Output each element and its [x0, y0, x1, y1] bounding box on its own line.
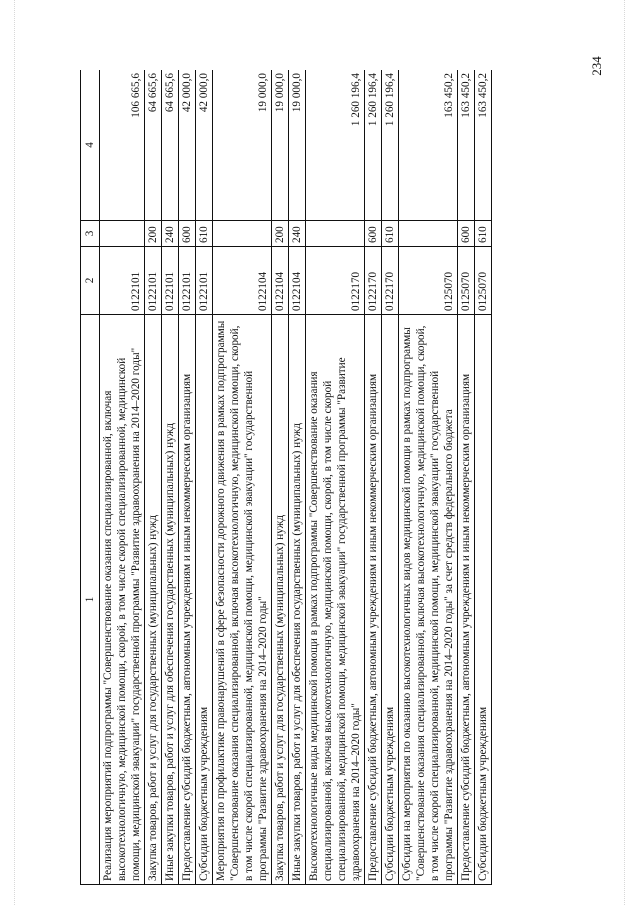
row-target-code: 0122170 [365, 247, 382, 315]
row-expense-type: 200 [272, 221, 289, 247]
table-header [81, 70, 100, 885]
row-expense-type: 600 [365, 221, 382, 247]
row-expense-type: 600 [179, 221, 196, 247]
row-amount: 42 000,0 [196, 70, 213, 221]
table-row [145, 70, 162, 885]
row-target-code: 0122104 [213, 247, 272, 315]
row-target-code: 0122104 [289, 247, 306, 315]
row-name: Предоставление субсидий бюджетным, автономным учреждениям и иным некоммерческим организациям [179, 315, 196, 885]
row-name: Предоставление субсидий бюджетным, автономным учреждениям и иным некоммерческим организациям [365, 315, 382, 885]
row-expense-type: 240 [289, 221, 306, 247]
row-target-code: 0122170 [306, 247, 365, 315]
row-amount: 19 000,0 [289, 70, 306, 221]
header-col-2: 2 [81, 247, 100, 315]
page-number-text: 234 [589, 56, 604, 76]
table-row [382, 70, 399, 885]
row-amount: 64 665,6 [145, 70, 162, 221]
row-expense-type: 610 [475, 221, 492, 247]
row-name: Субсидии бюджетным учреждениям [475, 315, 492, 885]
row-name: Закупка товаров, работ и услуг для государственных (муниципальных) нужд [145, 315, 162, 885]
row-expense-type: 610 [196, 221, 213, 247]
row-name: Мероприятия по профилактике правонарушений в сфере безопасности дорожного движения в рамках подпрограммы "Совершенствование оказания специализированной, включая высокотехнологичную, медицинской помощи, скорой, в том числе скорой специализированной, медицинской помощи, медицинской эвакуации" государственной программы "Развитие здравоохранения на 2014–2020 годы" [213, 315, 272, 885]
row-name: Высокотехнологичные виды медицинской помощи в рамках подпрограммы "Совершенствование оказания специализированной, включая высокотехнологичную, медицинской помощи, скорой, в том числе скорой специализированной, медицинской помощи, медицинской эвакуации" государственной программы "Развитие здравоохранения на 2014–2020 годы" [306, 315, 365, 885]
row-name: Закупка товаров, работ и услуг для государственных (муниципальных) нужд [272, 315, 289, 885]
row-target-code: 0122101 [179, 247, 196, 315]
row-amount: 163 450,2 [458, 70, 475, 221]
rotated-table-frame [80, 70, 585, 885]
row-amount: 64 665,6 [162, 70, 179, 221]
row-name: Предоставление субсидий бюджетным, автономным учреждениям и иным некоммерческим организациям [458, 315, 475, 885]
row-expense-type [306, 221, 365, 247]
row-target-code: 0122170 [382, 247, 399, 315]
table-row [196, 70, 213, 885]
table-row [162, 70, 179, 885]
row-target-code: 0122101 [196, 247, 213, 315]
row-target-code: 0125070 [475, 247, 492, 315]
table-body [100, 70, 492, 885]
row-amount: 42 000,0 [179, 70, 196, 221]
table-row [272, 70, 289, 885]
row-target-code: 0122101 [162, 247, 179, 315]
row-name: Субсидии на мероприятия по оказанию высокотехнологичных видов медицинской помощи в рамках подпрограммы "Совершенствование оказания специализированной, включая высокотехнологичную, медицинской помощи, скорой, в том числе скорой специализированной, медицинской помощи, медицинской эвакуации" государственной программы "Развитие здравоохранения на 2014–2020 годы" за счет средств федерального бюджета [399, 315, 458, 885]
scan-edge-right [624, 0, 626, 905]
header-row [81, 70, 100, 885]
row-name: Иные закупки товаров, работ и услуг для обеспечения государственных (муниципальных) нужд [289, 315, 306, 885]
header-col-4: 4 [81, 70, 100, 221]
table-row [365, 70, 382, 885]
row-amount: 19 000,0 [213, 70, 272, 221]
row-amount: 19 000,0 [272, 70, 289, 221]
row-target-code: 0122101 [100, 247, 145, 315]
table-row [289, 70, 306, 885]
header-col-1: 1 [81, 315, 100, 885]
table-row [399, 70, 458, 885]
row-amount: 106 665,6 [100, 70, 145, 221]
row-amount: 1 260 196,4 [365, 70, 382, 221]
row-expense-type: 200 [145, 221, 162, 247]
row-expense-type: 610 [382, 221, 399, 247]
table-row [100, 70, 145, 885]
row-target-code: 0125070 [399, 247, 458, 315]
row-name: Реализация мероприятий подпрограммы "Совершенствование оказания специализированной, включая высокотехнологичную, медицинской помощи, скорой, в том числе скорой специализированной, медицинской помощи, медицинской эвакуации" государственной программы "Развитие здравоохранения на 2014–2020 годы" [100, 315, 145, 885]
row-expense-type [399, 221, 458, 247]
row-expense-type [100, 221, 145, 247]
row-amount: 1 260 196,4 [382, 70, 399, 221]
table-row [306, 70, 365, 885]
page-number [590, 46, 604, 86]
row-name: Иные закупки товаров, работ и услуг для обеспечения государственных (муниципальных) нужд [162, 315, 179, 885]
header-col-3: 3 [81, 221, 100, 247]
row-target-code: 0122104 [272, 247, 289, 315]
row-name: Субсидии бюджетным учреждениям [196, 315, 213, 885]
table-row [458, 70, 475, 885]
row-target-code: 0122101 [145, 247, 162, 315]
row-amount: 1 260 196,4 [306, 70, 365, 221]
row-target-code: 0125070 [458, 247, 475, 315]
rotated-table-content [80, 70, 585, 885]
row-amount: 163 450,2 [399, 70, 458, 221]
table-row [475, 70, 492, 885]
row-expense-type [213, 221, 272, 247]
row-expense-type: 240 [162, 221, 179, 247]
table-row [179, 70, 196, 885]
budget-table [80, 70, 492, 885]
table-row [213, 70, 272, 885]
row-name: Субсидии бюджетным учреждениям [382, 315, 399, 885]
scan-edge-left [14, 0, 16, 905]
row-expense-type: 600 [458, 221, 475, 247]
row-amount: 163 450,2 [475, 70, 492, 221]
